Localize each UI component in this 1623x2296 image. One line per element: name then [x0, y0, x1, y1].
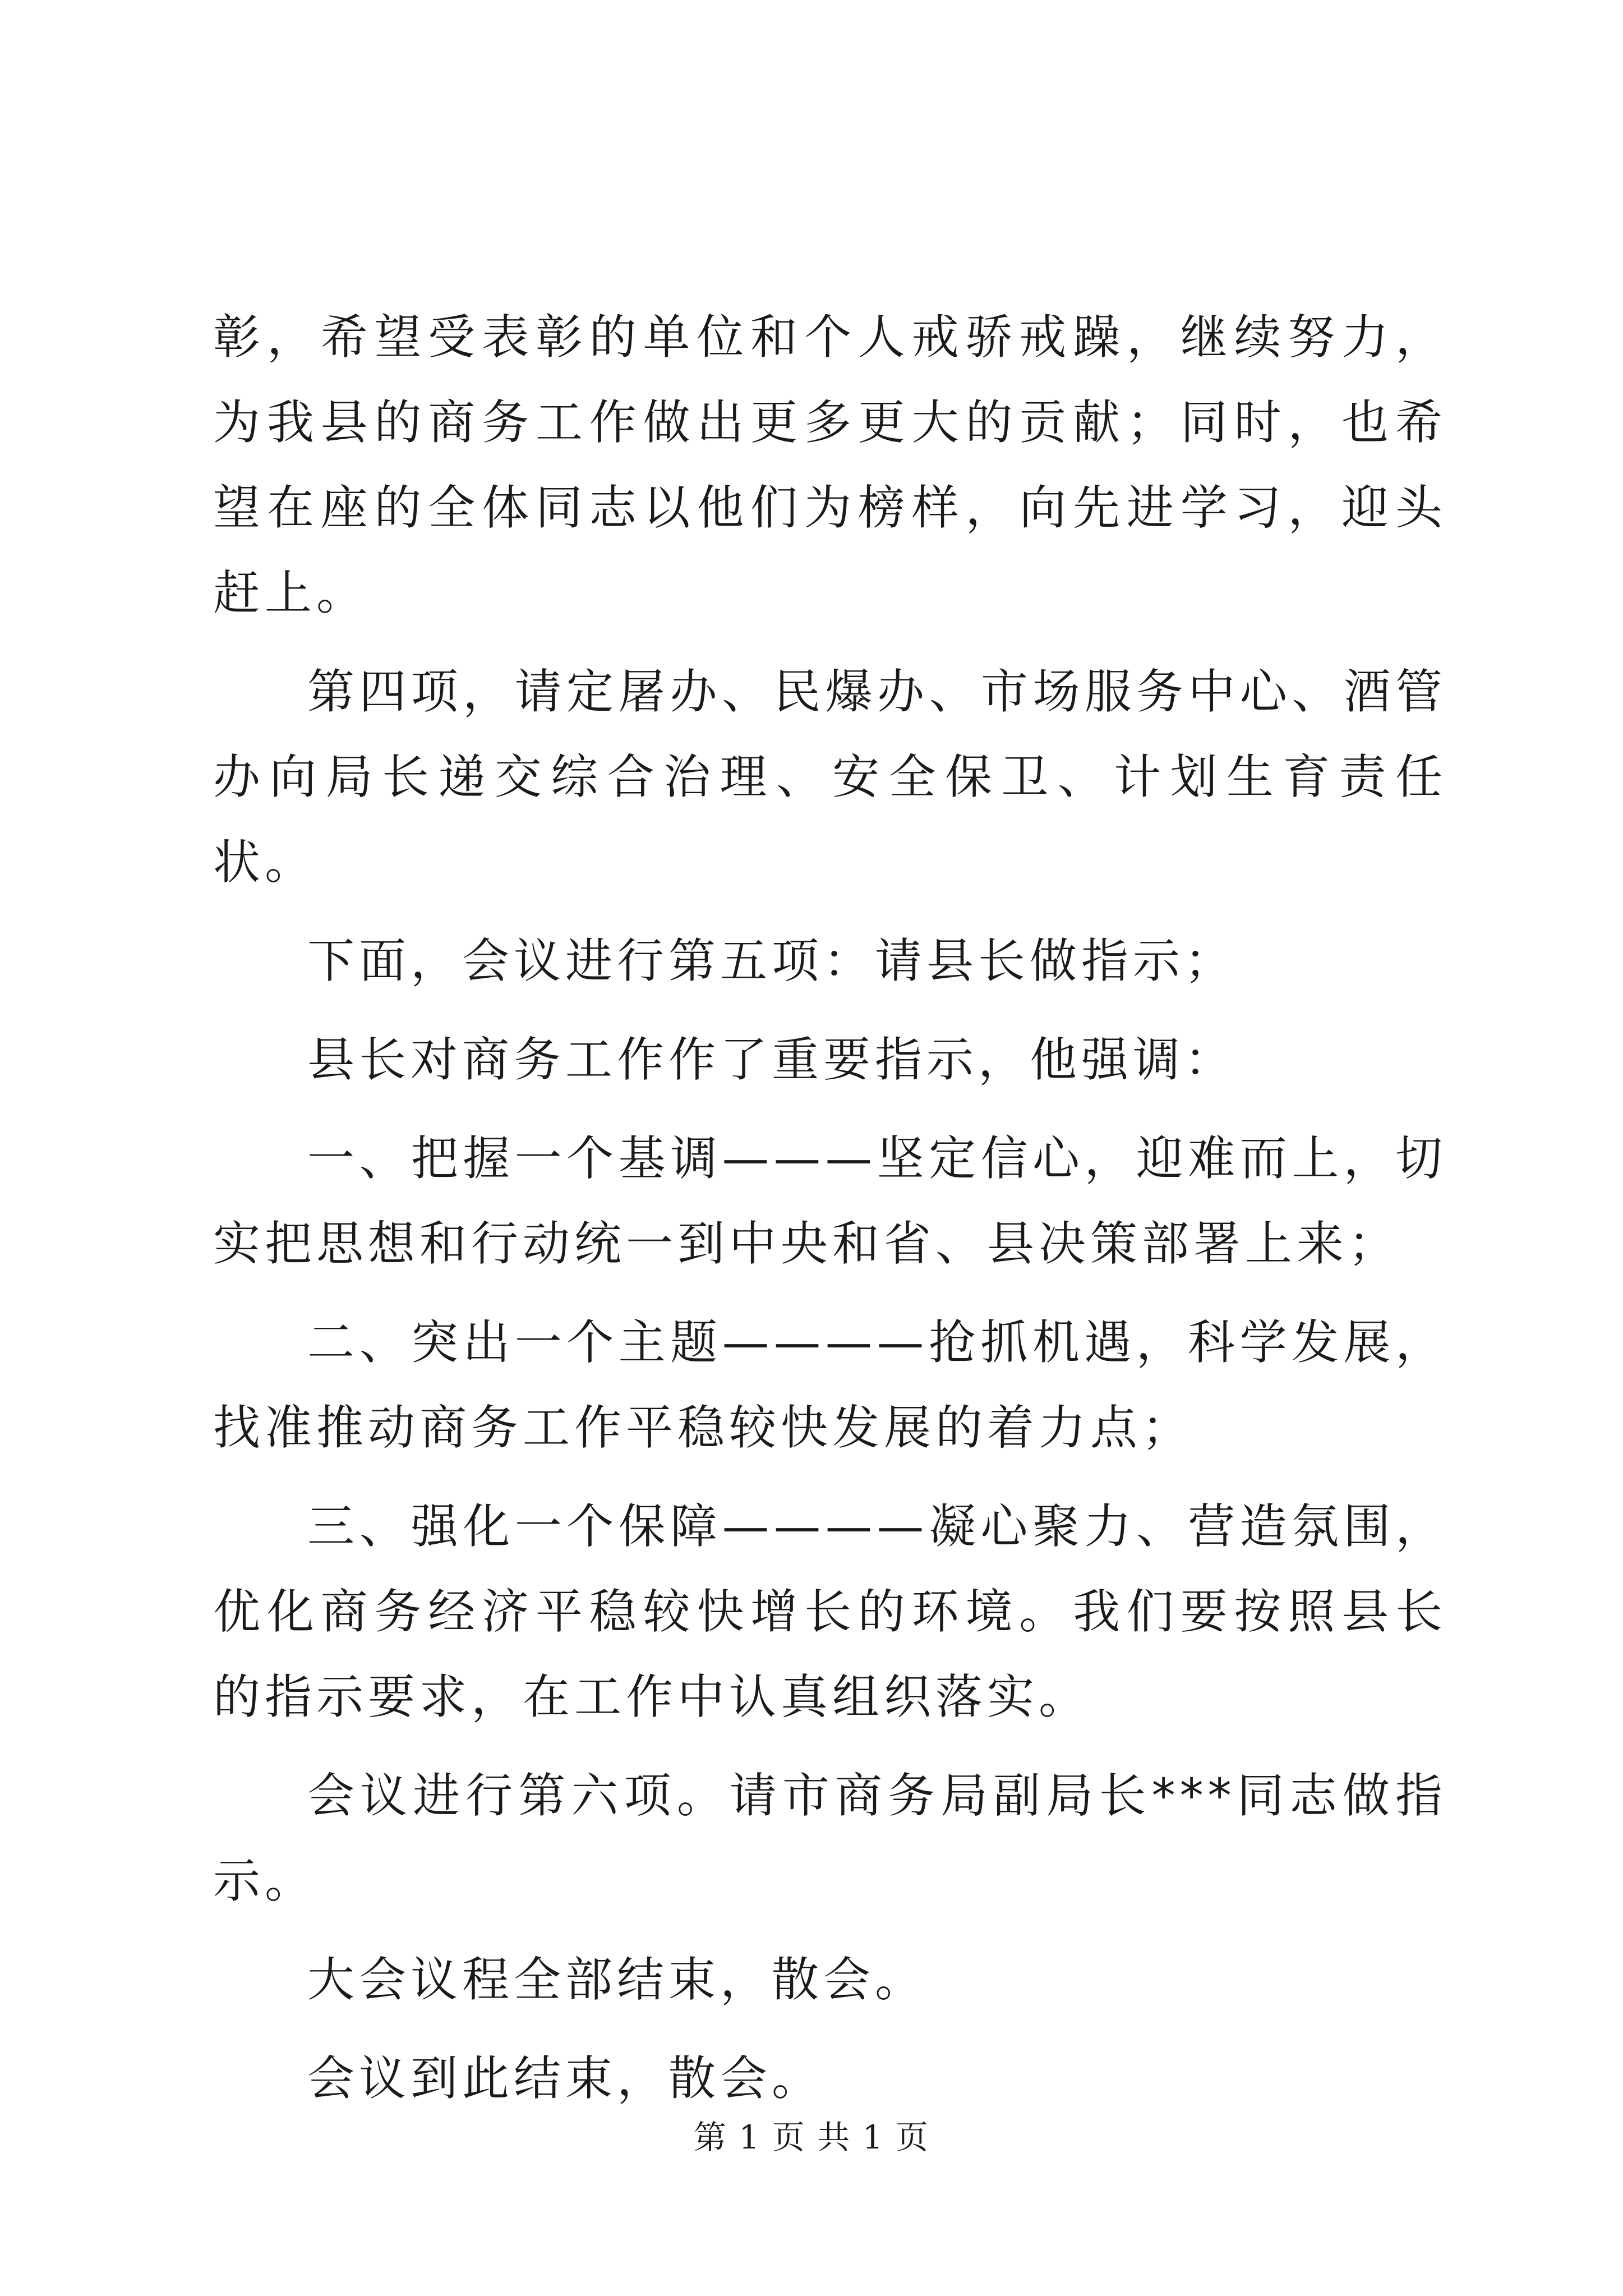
paragraph-agenda-end: 大会议程全部结束，散会。 [307, 1952, 927, 2007]
paragraph-point-two: 二、突出一个主题————抢抓机遇，科学发展，找准推动商务工作平稳较快发展的着力点； [213, 1315, 1447, 1455]
paragraph-item-five: 下面，会议进行第五项：请县长做指示； [307, 933, 1237, 988]
paragraph-point-one: 一、把握一个基调———坚定信心，迎难而上，切实把思想和行动统一到中央和省、县决策部署上来； [213, 1131, 1447, 1271]
paragraph-item-six: 会议进行第六项。请市商务局副局长***同志做指示。 [213, 1768, 1447, 1908]
page-footer: 第 1 页 共 1 页 [694, 2118, 929, 2156]
paragraph-point-three: 三、强化一个保障————凝心聚力、营造氛围，优化商务经济平稳较快增长的环境。我们要按照县长的指示要求，在工作中认真组织落实。 [213, 1499, 1447, 1724]
paragraph-item-four: 第四项，请定屠办、民爆办、市场服务中心、酒管办向局长递交综合治理、安全保卫、计划生育责任状。 [213, 664, 1447, 890]
paragraph-continuation: 彰，希望受表彰的单位和个人戒骄戒躁，继续努力，为我县的商务工作做出更多更大的贡献；同时，也希望在座的全体同志以他们为榜样，向先进学习，迎头赶上。 [213, 310, 1447, 620]
paragraph-meeting-end: 会议到此结束，散会。 [307, 2051, 824, 2106]
document-body [213, 295, 1447, 2134]
paragraph-county-head-remarks: 县长对商务工作作了重要指示，他强调： [307, 1032, 1237, 1087]
